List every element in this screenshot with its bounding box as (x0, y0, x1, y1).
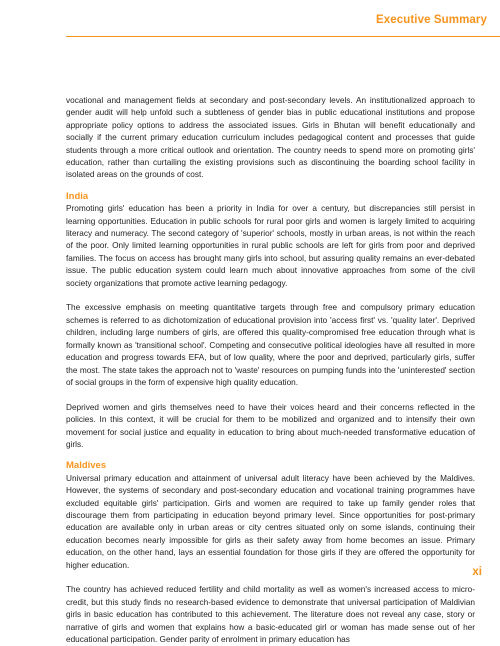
section-heading-maldives: Maldives (66, 460, 107, 472)
page-body (66, 95, 475, 646)
india-paragraph-2: The excessive emphasis on meeting quantitative targets through free and compulsory primary education schemes is referred to as dichotomization of educational provision into 'access first' vs. 'quality later'. Deprived children, including large numbers of girls, are offered this quality-compromised free education through what is formally known as 'transitional school'. Competing and consecutive political ideologies have all resulted in more education and progress towards EFA, but of low quality, where the poor and deprived, particularly girls, suffer the most. The state takes the approach not to 'waste' resources on pumping funds into the 'uninterested' section of social groups in the form of expensive high quality education. (66, 303, 475, 387)
india-paragraph-3: Deprived women and girls themselves need to have their voices heard and their concerns reflected in the policies. In this context, it will be crucial for them to be mobilized and organized and to intensify their own movement for social justice and equality in education to bring about much-needed transformative education of girls. (66, 402, 475, 449)
india-paragraph-1: Promoting girls' education has been a priority in India for over a century, but discrepancies still persist in learning opportunities. Education in public schools for rural poor girls and women is largely limited to acquiring literacy and numeracy. The second category of 'superior' schools, mostly in urban areas, is not within the reach of the poor. Only limited learning opportunities in rural public schools are left for girls from poor and deprived families. The focus on access has brought many girls into school, but assuring quality remains an ever-debated issue. The public education system could learn much about innovative approaches from some of the civil society organizations that promote active learning pedagogy. (66, 204, 475, 288)
page-number: xi (472, 566, 482, 578)
maldives-paragraph-2: The country has achieved reduced fertility and child mortality as well as women's increased access to micro-credit, but this study finds no research-based evidence to demonstrate that universal participation of Maldivian girls in basic education has contributed to this achievement. The literature does not reveal any case, story or narrative of girls and women that explains how a basic-educated girl or woman has made sense out of her educational participation. Gender parity of enrolment in primary education has (66, 585, 475, 645)
maldives-paragraph-1: Universal primary education and attainment of universal adult literacy have been achieved by the Maldives. However, the systems of secondary and post-secondary education and vocational training programmes have excluded equitable girls' participation. Girls and women are required to take up family gender roles that discourage them from participating in education beyond primary level. Since opportunities for post-primary education are available only in urban areas or city centres situated only on some islands, continuing their education becomes nearly impossible for girls as their safety away from home becomes an issue. Primary education, on the other hand, lays an essential foundation for those girls if they are offered the opportunity for higher education. (66, 473, 475, 570)
intro-paragraph: vocational and management fields at secondary and post-secondary levels. An institutionalized approach to gender audit will help unfold such a subtleness of gender bias in public educational institutions and propose appropriate policy options to address the associated issues. Girls in Bhutan will benefit educationally and socially if the current primary education curriculum includes pedagogical content and processes that guide students through a more critical outlook and orientation. The country needs to spend more on promoting girls' education, rather than curtailing the existing provisions such as discontinuing the boarding school facility in isolated areas on the grounds of cost. (66, 96, 475, 180)
section-heading-india: India (66, 190, 89, 202)
running-head: Executive Summary (375, 14, 487, 26)
header-rule (66, 36, 500, 37)
